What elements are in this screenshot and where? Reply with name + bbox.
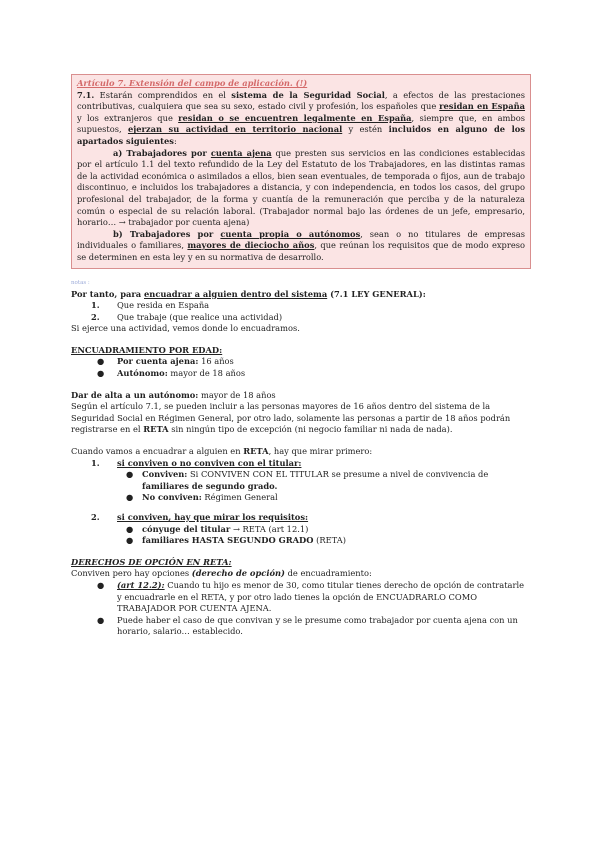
text: , sean o no titulares de empresas individuales o familiares, [77, 228, 525, 251]
text: , hay que mirar primero: [268, 446, 373, 457]
text: Cuando tu hijo es menor de 30, como titular tienes derecho de opción de contratarle y encuadrarle en el RETA, y por otro lado tienes la opción de ENCUADRARLO COMO TRABAJADOR POR CUENTA AJENA. [117, 579, 525, 614]
bold-text: RETA [143, 424, 169, 435]
document-page [71, 74, 531, 638]
text: Si CONVIVEN CON EL TITULAR se presume a nivel de convivencia de [187, 469, 489, 480]
list-item [71, 524, 531, 536]
reta-intro [71, 446, 531, 458]
article-paragraph-b [77, 229, 525, 264]
list-item [71, 356, 531, 368]
list-item [71, 492, 531, 504]
list-item [71, 615, 531, 638]
list-item [71, 300, 531, 312]
bold-text: Autónomo: [117, 368, 168, 379]
text: Puede haber el caso de que convivan y se le presume como trabajador por cuenta ajena con un horario, salario… establecido. [117, 614, 518, 637]
text: sin ningún tipo de excepción (ni negocio familiar ni nada de nada). [168, 424, 453, 435]
notes-tag: notas : [71, 279, 90, 286]
text: , a efectos de las prestaciones contributivas, cualquiera que sea su sexo, estado civil y profesión, los españoles que [77, 89, 525, 112]
bullet-icon: ● [126, 469, 134, 480]
list-number: 2. [91, 311, 100, 322]
bold-italic-text: (art 12.2): [117, 579, 165, 590]
text: (7.1 LEY GENERAL): [327, 288, 426, 299]
underlined-bold-text: ejerzan su actividad en territorio nacional [127, 124, 343, 135]
text: , siempre que, en ambos supuestos, [77, 112, 525, 135]
reta-step-2 [71, 512, 531, 524]
list-item [71, 312, 531, 324]
requirements-note: Si ejerce una actividad, vemos donde lo encuadramos. [71, 323, 300, 334]
option-intro [71, 568, 531, 580]
text: : [173, 135, 177, 146]
bold-text: incluidos en alguno de los apartados siguientes [77, 124, 525, 146]
underlined-bold-text: mayores de dieciocho años [187, 240, 315, 251]
text: Por tanto, para [71, 288, 145, 299]
text: mayor de 18 años [198, 389, 276, 400]
text: Conviven pero hay opciones [71, 568, 192, 579]
underlined-bold-text: residan o se encuentren legalmente en España [178, 112, 412, 123]
text: y estén [342, 124, 389, 135]
bullet-icon: ● [126, 523, 134, 534]
list-text: Que resida en España [117, 300, 210, 311]
text: Según el artículo 7.1, se pueden incluir a las personas mayores de 16 años dentro del sistema de la Seguridad Social en Régimen General, por otro lado, solamente las personas a partir de 18 años podrán registrarse en el [71, 401, 511, 435]
autonomo-paragraph [71, 401, 531, 436]
bullet-icon: ● [126, 535, 134, 546]
bold-text: sistema de la Seguridad Social [231, 89, 385, 100]
list-item [71, 535, 531, 547]
list-number: 2. [91, 512, 100, 522]
autonomo-line [71, 390, 531, 402]
text: Régimen General [201, 492, 278, 503]
bullet-icon: ● [97, 368, 105, 379]
underlined-bold-text: si conviven o no conviven con el titular: [117, 457, 302, 468]
bold-text: No conviven: [142, 492, 202, 503]
underlined-text: encuadrar a alguien dentro del sistema [144, 288, 328, 299]
age-list [71, 356, 531, 379]
bullet-icon: ● [97, 579, 105, 590]
list-number: 1. [91, 457, 100, 468]
text: , que reúnan los requisitos que de modo expreso se determinen en esta ley y en su normativa de desarrollo. [77, 240, 525, 262]
reta-step-1 [71, 458, 531, 470]
article-number: 7.1. [77, 89, 95, 100]
reta-step-2-list [71, 524, 531, 547]
bold-text: RETA [243, 446, 269, 457]
bold-italic-text: (derecho de opción) [191, 568, 285, 579]
bold-text: cónyuge del titular [142, 523, 231, 534]
text: y los extranjeros que [77, 112, 179, 123]
text: de encuadramiento: [284, 568, 372, 579]
article-title: Artículo 7. Extensión del campo de aplicación. (!) [77, 78, 308, 88]
article-paragraph-7-1 [77, 90, 525, 148]
reta-step-1-list [71, 469, 531, 504]
underlined-bold-text: cuenta ajena [210, 147, 272, 158]
section-heading-age: ENCUADRAMIENTO POR EDAD: [71, 344, 223, 355]
bold-text: Conviven: [142, 469, 188, 480]
text: 16 años [198, 356, 234, 367]
list-item [71, 368, 531, 380]
text: Estarán comprendidos en el [94, 89, 232, 100]
underlined-bold-text: residan en España [439, 101, 526, 112]
bullet-icon: ● [126, 492, 134, 503]
section-requirements [71, 289, 531, 301]
article-box [71, 74, 531, 269]
bold-text: a) Trabajadores por [113, 147, 211, 158]
underlined-bold-text: cuenta propia o autónomos [220, 228, 361, 239]
bold-text: familiares HASTA SEGUNDO GRADO [142, 535, 314, 546]
bold-text: familiares de segundo grado. [142, 480, 278, 491]
list-item [71, 580, 531, 615]
bold-text: Dar de alta a un autónomo: [71, 389, 199, 400]
list-text: Que trabaje (que realice una actividad) [117, 311, 283, 322]
underlined-bold-text: si conviven, hay que mirar los requisitos: [117, 512, 309, 522]
requirements-list [71, 300, 531, 323]
list-item [71, 469, 531, 492]
bullet-icon: ● [97, 356, 105, 367]
bold-text: b) Trabajadores por [113, 228, 221, 239]
text: (RETA) [313, 535, 346, 546]
list-number: 1. [91, 300, 100, 311]
bullet-icon: ● [97, 614, 105, 625]
text: Cuando vamos a encuadrar a alguien en [71, 446, 244, 457]
text: mayor de 18 años [167, 368, 246, 379]
text: que presten sus servicios en las condiciones establecidas por el artículo 1.1 del texto refundido de la Ley del Estatuto de los Trabajadores, en las distintas ramas de la actividad económica o asimilados a ellos, bien sean eventuales, de temporada o fijos, aun de trabajo discontinuo, e incluidos los trabajadores a distancia, y con independencia, en todos los casos, del grupo profesional del trabajador, de la forma y cuantía de la remuneración que perciba y de la naturaleza común o especial de su relación laboral. (Trabajador normal bajo las órdenes de un jefe, empresario, horario… → trabajador por cuenta ajena) [77, 147, 526, 228]
section-heading-option: DERECHOS DE OPCIÓN EN RETA: [71, 556, 232, 567]
text: → RETA (art 12.1) [230, 523, 309, 534]
option-list [71, 580, 531, 638]
article-paragraph-a [77, 148, 525, 229]
bold-text: Por cuenta ajena: [117, 356, 199, 367]
